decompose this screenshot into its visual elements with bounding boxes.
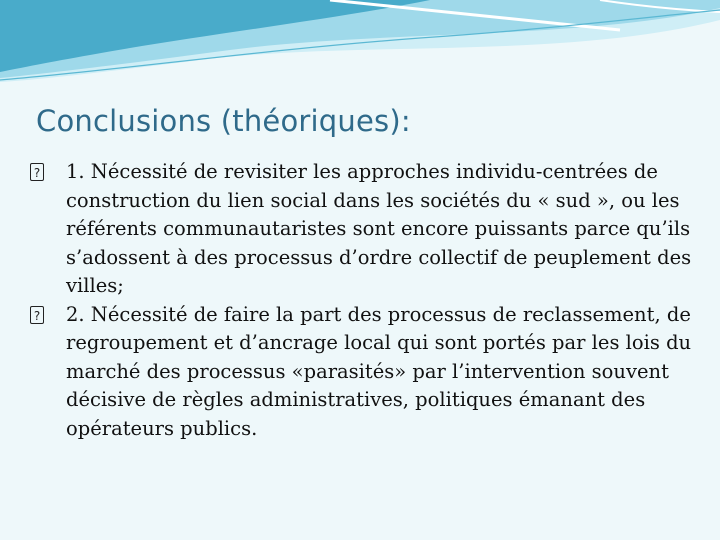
bullet-number: 1. bbox=[66, 160, 85, 183]
bullet-text: Nécessité de faire la part des processus de reclassement, de regroupement et d’ancrage local qui sont portés par les lois du marché des processus «parasités» par l’intervention souvent décisive de règles administratives, politiques émanant des opérateurs publics. bbox=[66, 302, 692, 440]
slide-title: Conclusions (théoriques): bbox=[36, 104, 411, 138]
missing-glyph-icon: ? bbox=[30, 306, 44, 324]
missing-glyph-icon: ? bbox=[30, 163, 44, 181]
bullet-number: 2. bbox=[66, 302, 85, 326]
header-wave-decoration bbox=[0, 0, 720, 90]
bullet-item-1 bbox=[30, 158, 700, 301]
slide-body bbox=[30, 158, 700, 443]
bullet-text: Nécessité de revisiter les approches individu-centrées de construction du lien social dans les sociétés du « sud », ou les référents communautaristes sont encore puissants parce qu’ils s’adossent à des processus d’ordre collectif de peuplement des villes; bbox=[66, 160, 692, 297]
bullet-item-2 bbox=[30, 301, 700, 444]
